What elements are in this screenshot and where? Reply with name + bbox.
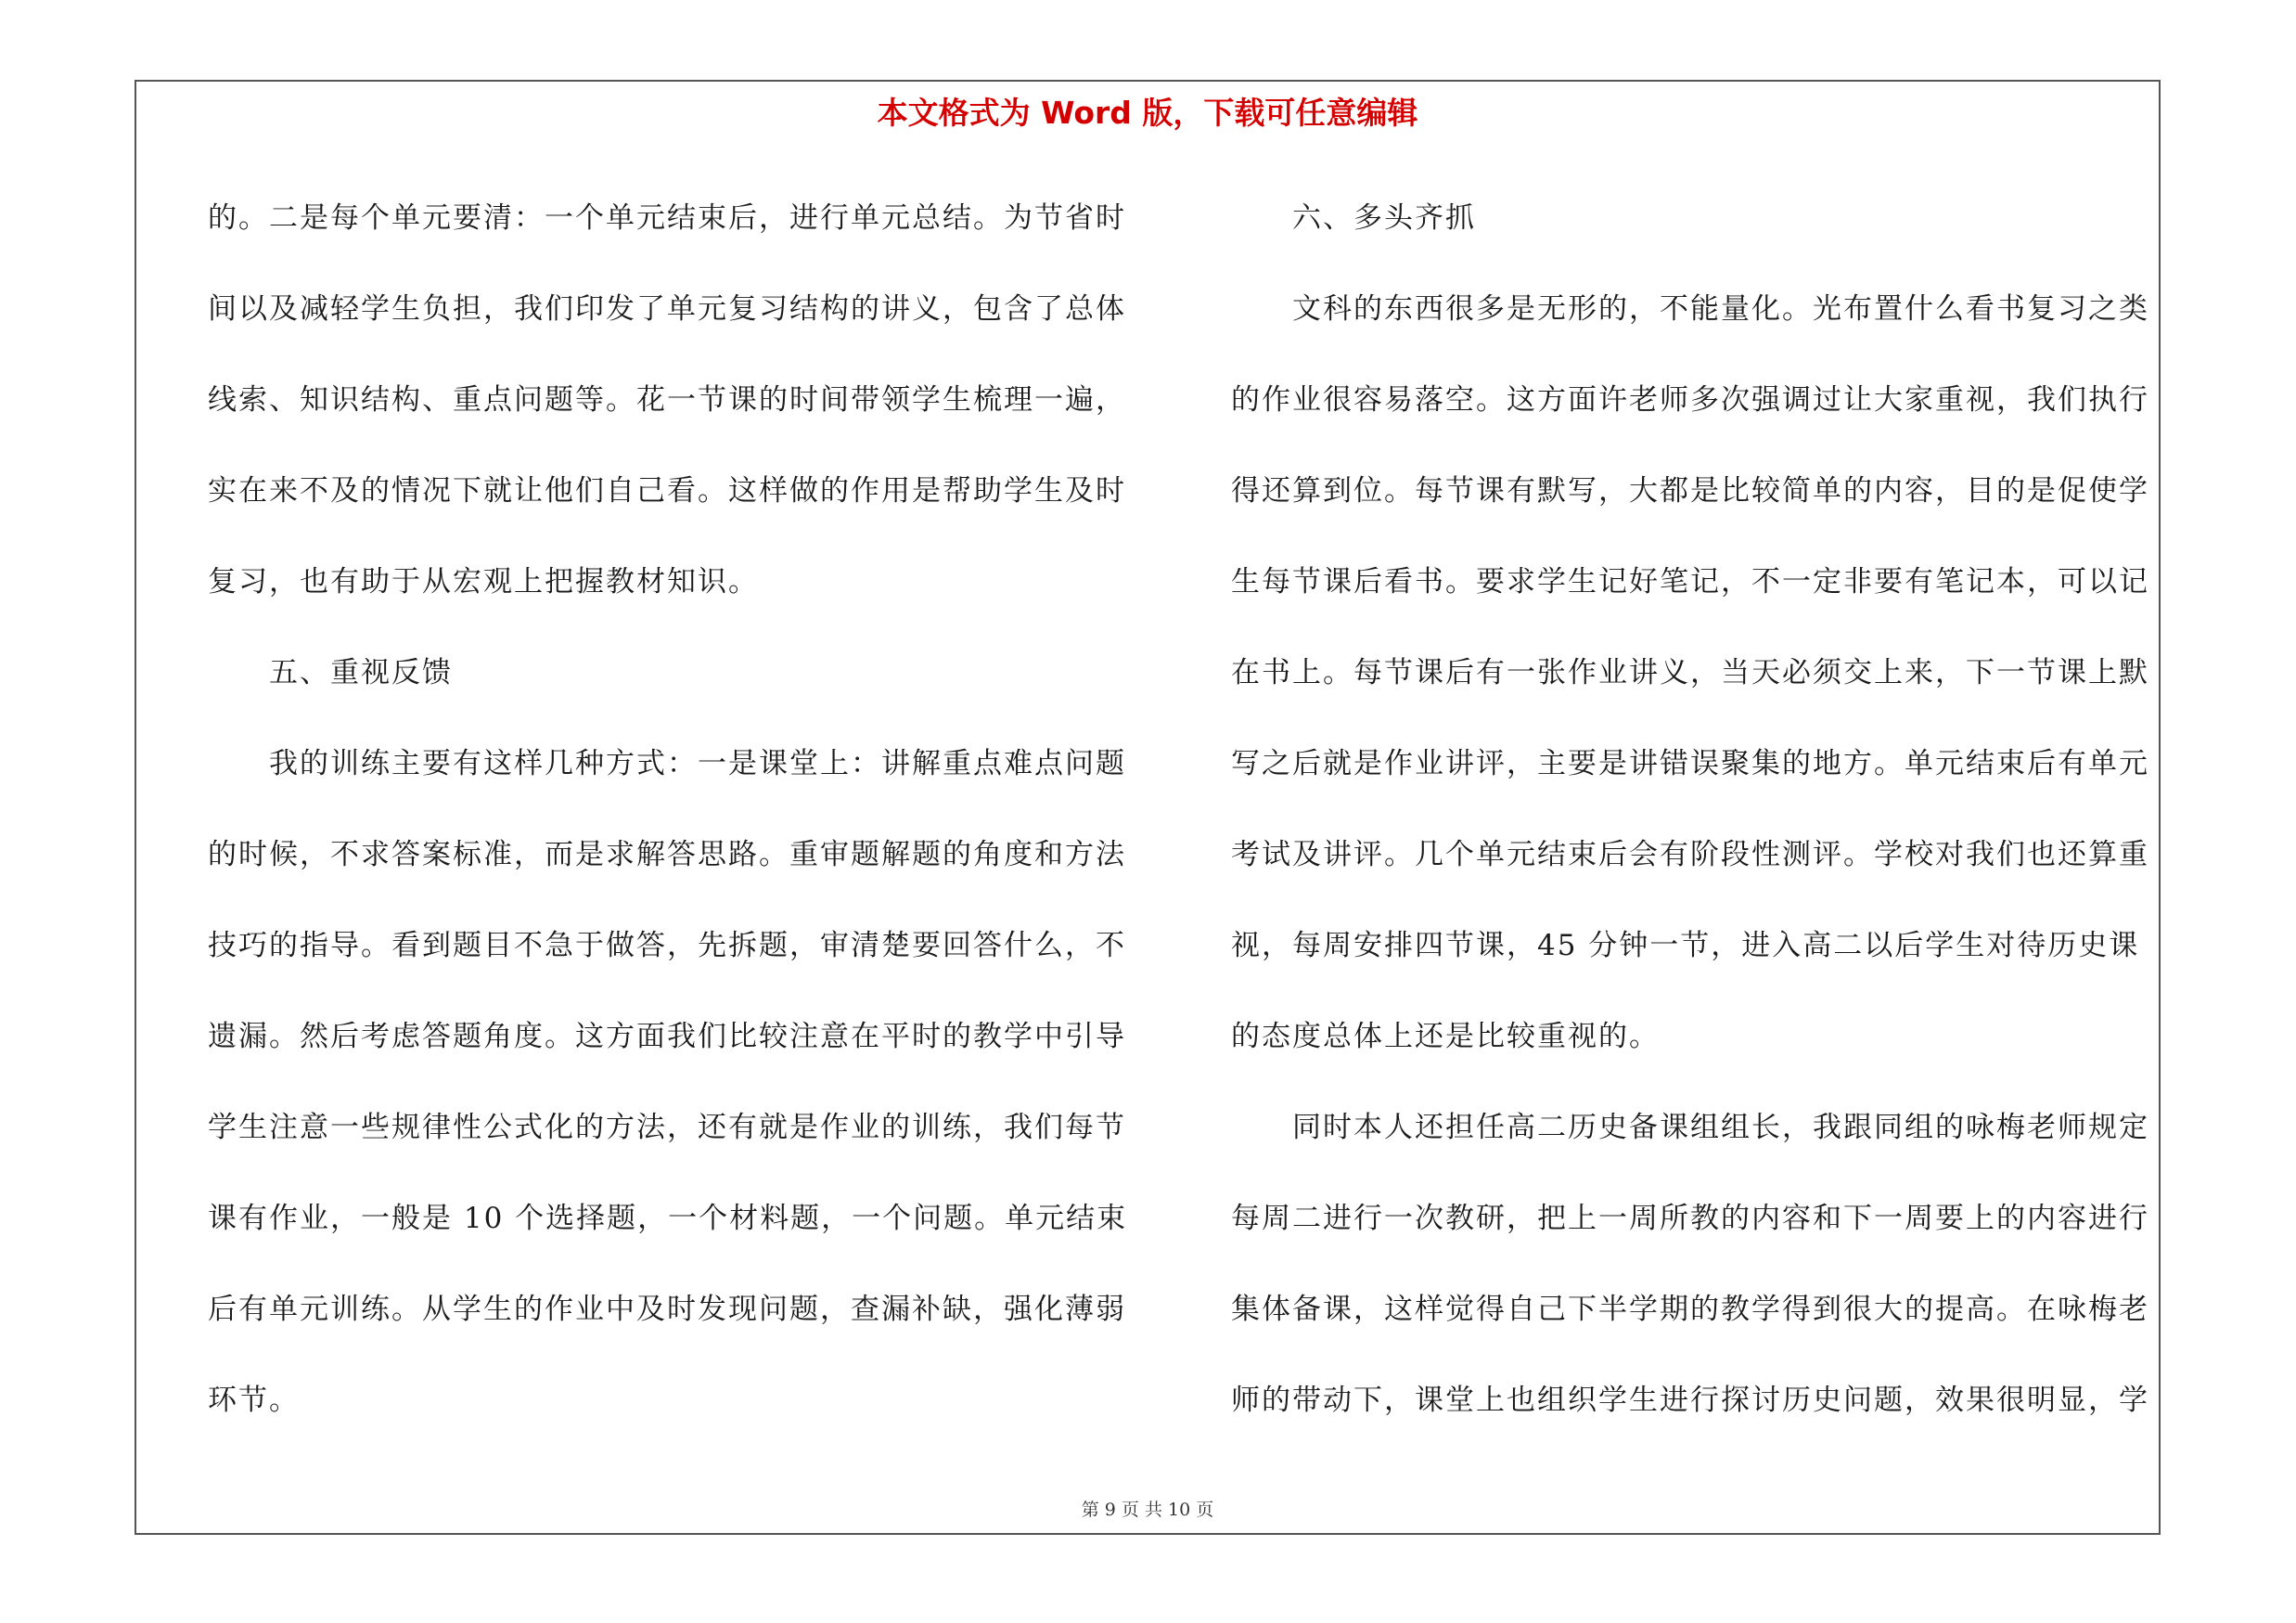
paragraph-line: 写之后就是作业讲评，主要是讲错误聚集的地方。单元结束后有单元: [1231, 747, 2149, 780]
paragraph-line: 师的带动下，课堂上也组织学生进行探讨历史问题，效果很明显，学: [1231, 1384, 2149, 1417]
paragraph-line: 考试及讲评。几个单元结束后会有阶段性测评。学校对我们也还算重: [1231, 838, 2149, 871]
paragraph-line: 我的训练主要有这样几种方式：一是课堂上：讲解重点难点问题: [269, 747, 1126, 780]
paragraph-line: 的态度总体上还是比较重视的。: [1231, 1020, 1660, 1053]
paragraph-line: 得还算到位。每节课有默写，大都是比较简单的内容，目的是促使学: [1231, 474, 2149, 508]
paragraph-line: 实在来不及的情况下就让他们自己看。这样做的作用是帮助学生及时: [208, 474, 1126, 508]
paragraph-line: 的时候，不求答案标准，而是求解答思路。重审题解题的角度和方法: [208, 838, 1126, 871]
paragraph-line: 后有单元训练。从学生的作业中及时发现问题，查漏补缺，强化薄弱: [208, 1293, 1126, 1326]
paragraph-line: 学生注意一些规律性公式化的方法，还有就是作业的训练，我们每节: [208, 1111, 1126, 1144]
paragraph-line: 课有作业，一般是 10 个选择题，一个材料题，一个问题。单元结束: [208, 1202, 1128, 1235]
paragraph-line: 复习，也有助于从宏观上把握教材知识。: [208, 565, 759, 599]
paragraph-line: 生每节课后看书。要求学生记好笔记，不一定非要有笔记本，可以记: [1231, 565, 2149, 599]
paragraph-line: 在书上。每节课后有一张作业讲义，当天必须交上来，下一节课上默: [1231, 656, 2149, 689]
paragraph-line: 视，每周安排四节课，45 分钟一节，进入高二以后学生对待历史课: [1231, 929, 2140, 962]
paragraph-line: 环节。: [208, 1384, 300, 1417]
section-heading: 五、重视反馈: [269, 656, 453, 689]
right-text-column: [1231, 173, 2159, 1446]
document-banner: 本文格式为 Word 版，下载可任意编辑: [877, 95, 1418, 131]
paragraph-line: 文科的东西很多是无形的，不能量化。光布置什么看书复习之类: [1292, 292, 2149, 326]
paragraph-line: 每周二进行一次教研，把上一周所教的内容和下一周要上的内容进行: [1231, 1202, 2149, 1235]
paragraph-line: 间以及减轻学生负担，我们印发了单元复习结构的讲义，包含了总体: [208, 292, 1126, 326]
page-frame: [135, 80, 2161, 1535]
left-text-column: [208, 173, 1135, 1446]
section-heading: 六、多头齐抓: [1292, 201, 1476, 235]
paragraph-line: 技巧的指导。看到题目不急于做答，先拆题，审清楚要回答什么，不: [208, 929, 1126, 962]
paragraph-line: 集体备课，这样觉得自己下半学期的教学得到很大的提高。在咏梅老: [1231, 1293, 2149, 1326]
paragraph-line: 线索、知识结构、重点问题等。花一节课的时间带领学生梳理一遍，: [208, 383, 1126, 417]
paragraph-line: 同时本人还担任高二历史备课组组长，我跟同组的咏梅老师规定: [1292, 1111, 2149, 1144]
page-number-footer: 第 9 页 共 10 页: [1081, 1500, 1214, 1520]
paragraph-line: 遗漏。然后考虑答题角度。这方面我们比较注意在平时的教学中引导: [208, 1020, 1126, 1053]
paragraph-line: 的。二是每个单元要清：一个单元结束后，进行单元总结。为节省时: [208, 201, 1126, 235]
paragraph-line: 的作业很容易落空。这方面许老师多次强调过让大家重视，我们执行: [1231, 383, 2149, 417]
